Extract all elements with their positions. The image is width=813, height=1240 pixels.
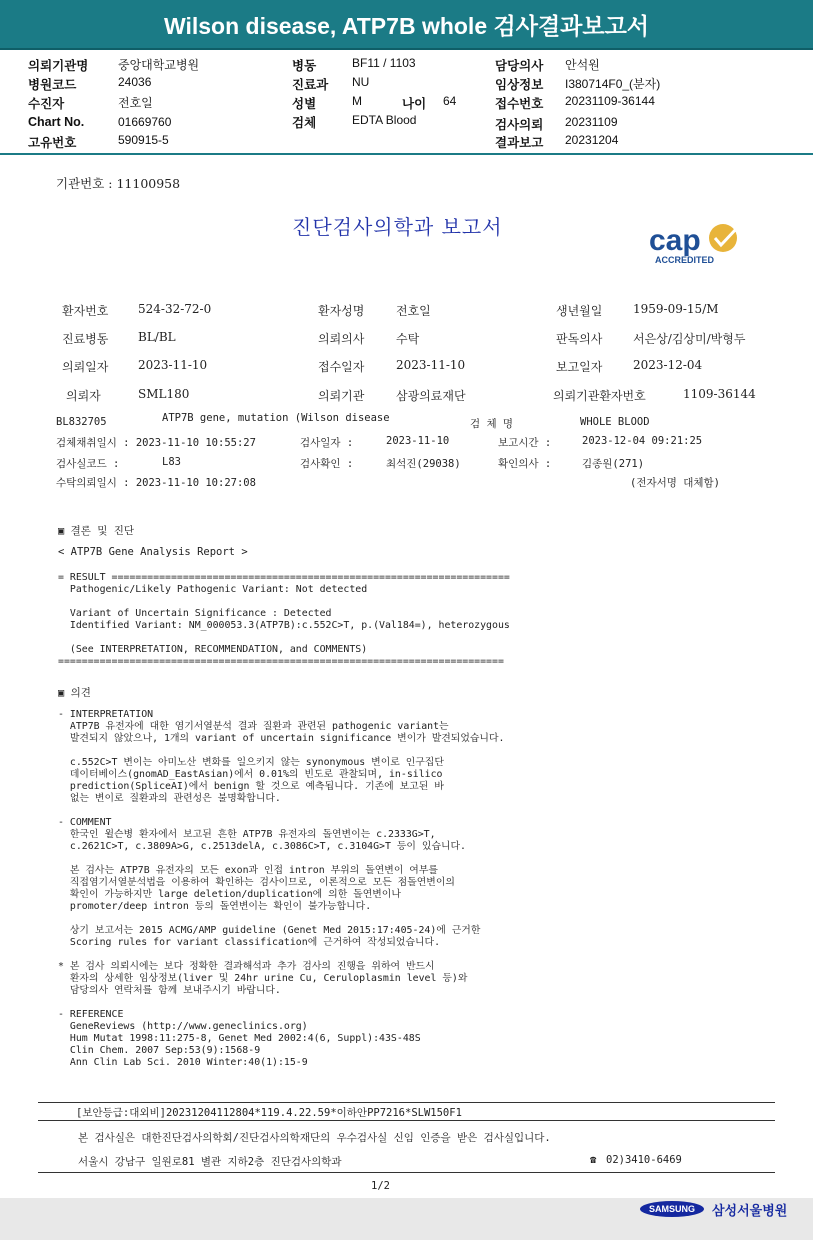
- header-value: 20231204: [565, 133, 619, 147]
- security-line: [보안등급:대외비]20231204112804*119.4.22.59*이하안PP7216*SLW150F1: [76, 1107, 462, 1119]
- e-signature-note: (전자서명 대체함): [630, 477, 720, 489]
- lab-address: 서울시 강남구 일원로81 별관 지하2층 진단검사의학과: [78, 1156, 342, 1168]
- header-label: 검사의뢰: [495, 118, 544, 132]
- footer-mid-rule: [38, 1120, 775, 1121]
- grid-value: 삼광의료재단: [396, 389, 466, 403]
- header-divider: [0, 153, 813, 155]
- grid-label: 판독의사: [556, 332, 603, 346]
- header-value: 01669760: [118, 115, 172, 129]
- header-value: 중앙대학교병원: [118, 58, 200, 72]
- verifier-value: 최석진(29038): [386, 458, 461, 470]
- header-value: M: [352, 94, 362, 108]
- report-time-value: 2023-12-04 09:21:25: [582, 435, 703, 447]
- certification-note: 본 검사실은 대한진단검사의학회/진단검사의학재단의 우수검사실 신임 인증을 받은 검사실입니다.: [78, 1132, 551, 1144]
- section-opinion: ▣ 의견: [58, 687, 91, 699]
- grid-label: 보고일자: [556, 360, 603, 374]
- test-date-label: 검사일자 :: [300, 437, 354, 449]
- lab-code-value: L83: [162, 456, 181, 468]
- phone-icon: ☎: [590, 1154, 597, 1166]
- grid-value: 전호일: [396, 304, 431, 318]
- header-value: 안석원: [565, 58, 600, 72]
- header-label: 의뢰기관명: [28, 59, 89, 73]
- specimen-value: WHOLE BLOOD: [580, 416, 650, 428]
- header-value: I380714F0_(분자): [565, 77, 661, 91]
- header-value: 전호일: [118, 96, 153, 110]
- confirming-doctor-label: 확인의사 :: [498, 458, 552, 470]
- grid-label: 진료병동: [62, 332, 109, 346]
- grid-label: 의뢰기관: [318, 389, 365, 403]
- grid-value: 2023-12-04: [633, 358, 703, 372]
- consignment-datetime: 수탁의뢰일시 : 2023-11-10 10:27:08: [56, 477, 256, 489]
- header-value: EDTA Blood: [352, 113, 417, 127]
- header-value: 20231109-36144: [565, 94, 655, 108]
- cap-accredited-logo: [645, 218, 755, 268]
- collection-datetime: 검체채취일시 : 2023-11-10 10:55:27: [56, 437, 256, 449]
- grid-label: 의뢰일자: [62, 360, 109, 374]
- header-label: 진료과: [292, 78, 329, 92]
- report-time-label: 보고시간 :: [498, 437, 552, 449]
- section-conclusion: ▣ 결론 및 진단: [58, 525, 135, 537]
- header-value: 20231109: [565, 115, 618, 129]
- test-code: BL832705: [56, 416, 107, 428]
- grid-label: 접수일자: [318, 360, 365, 374]
- analysis-report-title: < ATP7B Gene Analysis Report >: [58, 546, 248, 558]
- cap-logo-icon: [645, 218, 755, 268]
- samsung-badge-icon: SAMSUNG: [640, 1201, 704, 1217]
- grid-value: 2023-11-10: [396, 358, 466, 372]
- grid-label: 의뢰의사: [318, 332, 365, 346]
- header-label: 수진자: [28, 97, 65, 111]
- header-value: NU: [352, 75, 370, 89]
- footer-bottom-rule: [38, 1172, 775, 1173]
- header-label: 임상정보: [495, 78, 544, 92]
- header-label: Chart No.: [28, 115, 85, 129]
- test-date-value: 2023-11-10: [386, 435, 450, 447]
- grid-value: 서은상/김상미/박형두: [633, 332, 746, 346]
- header-value: 590915-5: [118, 133, 169, 147]
- lab-report-title: 진단검사의학과 보고서: [292, 215, 503, 239]
- opinion-block: - INTERPRETATION ATP7B 유전자에 대한 염기서열분석 결과 질환과 관련된 pathogenic variant는 발견되지 않았으나, 1개의 variant of uncertain significance 변이가 발견되었습니다. c.552C>T 변이는 아미노산 변화를 일으키지 않는 synonymous 변이로 인구집단 데이터베이스(gnomAD_EastAsian)에서 0.01%의 빈도로 관찰되며, in-silico prediction(SpliceAI)에서 benign 할 것으로 예측됩니다. 기존에 보고된 바 없는 변이로 질환과의 관련성은 불명확합니다. - COMMENT 한국인 윌슨병 환자에서 보고된 흔한 ATP7B 유전자의 돌연변이는 c.2333G>T, c.2621C>T, c.3809A>G, c.2513delA, c.3086C>T, c.3104G>T 등이 있습니다. 본 검사는 ATP7B 유전자의 모든 exon과 인접 intron 부위의 돌연변이 여부를 직접염기서열분석법을 이용하여 확인하는 검사이므로, 이론적으로 모든 점돌연변이의 확인이 가능하지만 large deletion/duplication에 의한 돌연변이나 promoter/deep intron 등의 돌연변이는 확인이 불가능합니다. 상기 보고서는 2015 ACMG/AMP guideline (Genet Med 2015:17:405-24)에 근거한 Scoring rules for variant classification에 근거하여 작성되었습니다. * 본 검사 의뢰시에는 보다 정확한 결과해석과 추가 검사의 진행을 위하여 반드시 환자의 상세한 임상정보(liver 및 24hr urine Cu, Ceruloplasmin level 등)와 담당의사 연락처를 함께 보내주시기 바랍니다. - REFERENCE GeneReviews (http://www.geneclinics.org) Hum Mutat 1998:11:275-8, Genet Med 2002:4(6, Suppl):43S-48S Clin Chem. 2007 Sep:53(9):1568-9 Ann Clin Lab Sci. 2010 Winter:40(1):15-9: [58, 709, 505, 1068]
- grid-label: 의뢰기관환자번호: [553, 389, 646, 403]
- result-block: = RESULT =================================================================== Pathogenic/Likely Pathogenic Variant: Not detected Variant of Uncertain Significance : Detected Identified Variant: NM_000053.3(ATP7B):c.552C>T, p.(Val184=), heterozygous (See INTERPRETATION, RECOMMENDATION, and COMMENTS) ===========================================================================: [58, 572, 510, 667]
- test-name: ATP7B gene, mutation (Wilson disease: [162, 412, 390, 424]
- grid-value: 1109-36144: [683, 387, 756, 401]
- grid-value: 2023-11-10: [138, 358, 208, 372]
- header-label: 담당의사: [495, 59, 544, 73]
- specimen-label: 검 체 명: [470, 418, 514, 430]
- grid-value: 수탁: [396, 332, 420, 346]
- header-label: 검체: [292, 116, 317, 130]
- grid-value: 524-32-72-0: [138, 302, 212, 316]
- lab-phone: 02)3410-6469: [606, 1154, 682, 1166]
- header-value: 24036: [118, 75, 152, 89]
- header-value: BF11 / 1103: [352, 56, 416, 70]
- grid-label: 의뢰자: [66, 389, 101, 403]
- samsung-hospital-logo: [640, 1198, 790, 1220]
- grid-label: 환자성명: [318, 304, 365, 318]
- header-label: 병동: [292, 59, 317, 73]
- header-label: 병원코드: [28, 78, 77, 92]
- page-number: 1/2: [371, 1180, 390, 1192]
- verifier-label: 검사확인 :: [300, 458, 354, 470]
- age-label: 나이: [402, 97, 427, 111]
- samsung-hospital-name: 삼성서울병원: [712, 1204, 788, 1219]
- grid-label: 생년월일: [556, 304, 603, 318]
- header-label: 성별: [292, 97, 317, 111]
- institution-number: 기관번호 : 11100958: [56, 176, 181, 191]
- grid-label: 환자번호: [62, 304, 109, 318]
- header-label: 접수번호: [495, 97, 544, 111]
- grid-value: SML180: [138, 387, 190, 401]
- lab-code-label: 검사실코드 :: [56, 458, 120, 470]
- report-title: Wilson disease, ATP7B whole 검사결과보고서: [163, 12, 650, 39]
- header-label: 고유번호: [28, 136, 77, 150]
- report-title-bar: [0, 0, 813, 50]
- cap-accredited-text: ACCREDITED: [655, 255, 715, 265]
- footer-top-rule: [38, 1102, 775, 1103]
- grid-value: 1959-09-15/M: [633, 302, 719, 316]
- grid-value: BL/BL: [138, 330, 176, 344]
- age-value: 64: [443, 94, 457, 108]
- header-label: 결과보고: [495, 136, 544, 150]
- cap-logo-text: cap: [649, 224, 701, 257]
- confirming-doctor-value: 김종원(271): [582, 458, 645, 470]
